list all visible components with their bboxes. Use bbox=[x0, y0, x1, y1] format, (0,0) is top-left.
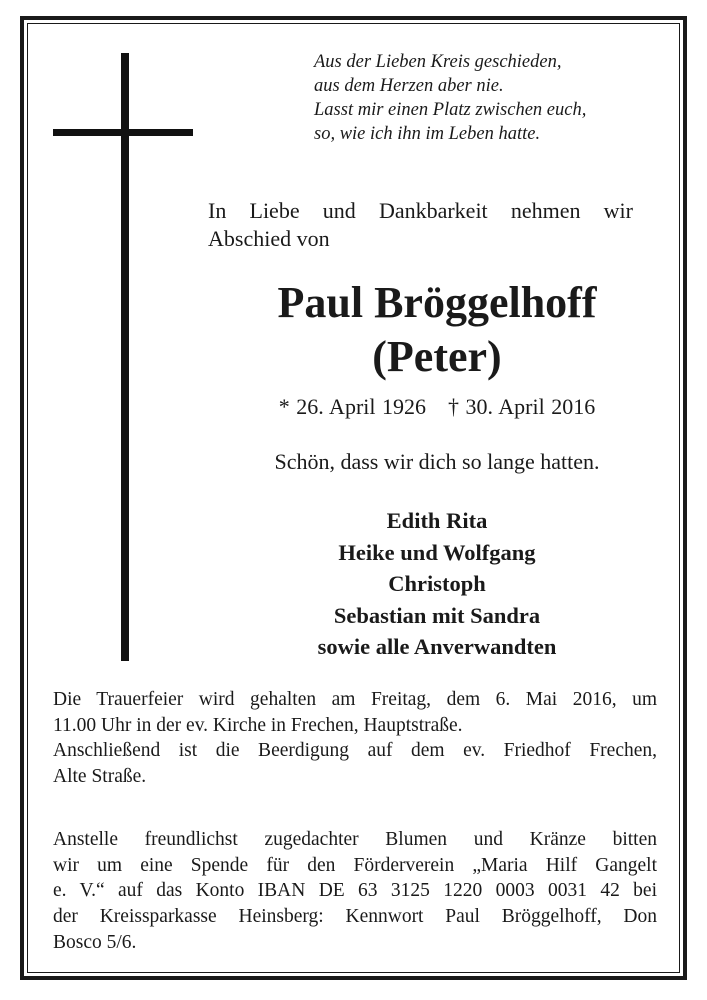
poem bbox=[314, 50, 674, 146]
funeral-line: Die Trauerfeier wird gehalten am Freitag, dem 6. Mai 2016, um bbox=[53, 689, 657, 710]
family-member: Christoph bbox=[388, 571, 486, 596]
quote: Schön, dass wir dich so lange hatten. bbox=[274, 449, 600, 474]
donation-line: e. V.“ auf das Konto IBAN DE 63 3125 1220 0003 0031 42 bei bbox=[53, 880, 657, 902]
deceased-name-block bbox=[200, 276, 674, 384]
donation-line: Anstelle freundlichst zugedachter Blumen und Kränze bitten bbox=[53, 829, 657, 850]
intro-text bbox=[208, 197, 633, 253]
family-member: Heike und Wolfgang bbox=[338, 539, 536, 565]
donation-line: wir um eine Spende für den Förderverein „Maria Hilf Gangelt bbox=[53, 854, 657, 876]
intro-line: Abschied von bbox=[208, 226, 330, 251]
poem-line: so, wie ich ihn im Leben hatte. bbox=[314, 124, 541, 144]
family-member: sowie alle Anverwandten bbox=[317, 634, 557, 659]
death-date: † 30. April 2016 bbox=[448, 394, 596, 419]
intro-line: In Liebe und Dankbarkeit nehmen wir bbox=[208, 198, 633, 223]
deceased-name: Paul Bröggelhoff bbox=[277, 278, 597, 327]
donation-paragraph bbox=[53, 827, 657, 956]
family-list bbox=[200, 505, 674, 663]
poem-line: Lasst mir einen Platz zwischen euch, bbox=[314, 100, 587, 120]
funeral-line: Alte Straße. bbox=[53, 766, 147, 788]
birth-date: * 26. April 1926 bbox=[278, 394, 426, 419]
cross-horizontal-bar bbox=[53, 129, 193, 136]
family-member: Edith Rita bbox=[386, 508, 488, 533]
life-dates bbox=[200, 393, 674, 421]
poem-line: Aus der Lieben Kreis geschieden, bbox=[314, 52, 562, 72]
deceased-nickname: (Peter) bbox=[372, 332, 502, 381]
donation-line: Bosco 5/6. bbox=[53, 931, 137, 953]
funeral-paragraph bbox=[53, 687, 657, 790]
funeral-line: 11.00 Uhr in der ev. Kirche in Frechen, Hauptstraße. bbox=[53, 714, 463, 736]
funeral-line: Anschließend ist die Beerdigung auf dem ev. Friedhof Frechen, bbox=[53, 740, 657, 762]
donation-line: der Kreissparkasse Heinsberg: Kennwort Paul Bröggelhoff, Don bbox=[53, 906, 657, 928]
cross-vertical-bar bbox=[121, 53, 129, 661]
family-member: Sebastian mit Sandra bbox=[333, 602, 541, 628]
poem-line: aus dem Herzen aber nie. bbox=[314, 76, 504, 96]
